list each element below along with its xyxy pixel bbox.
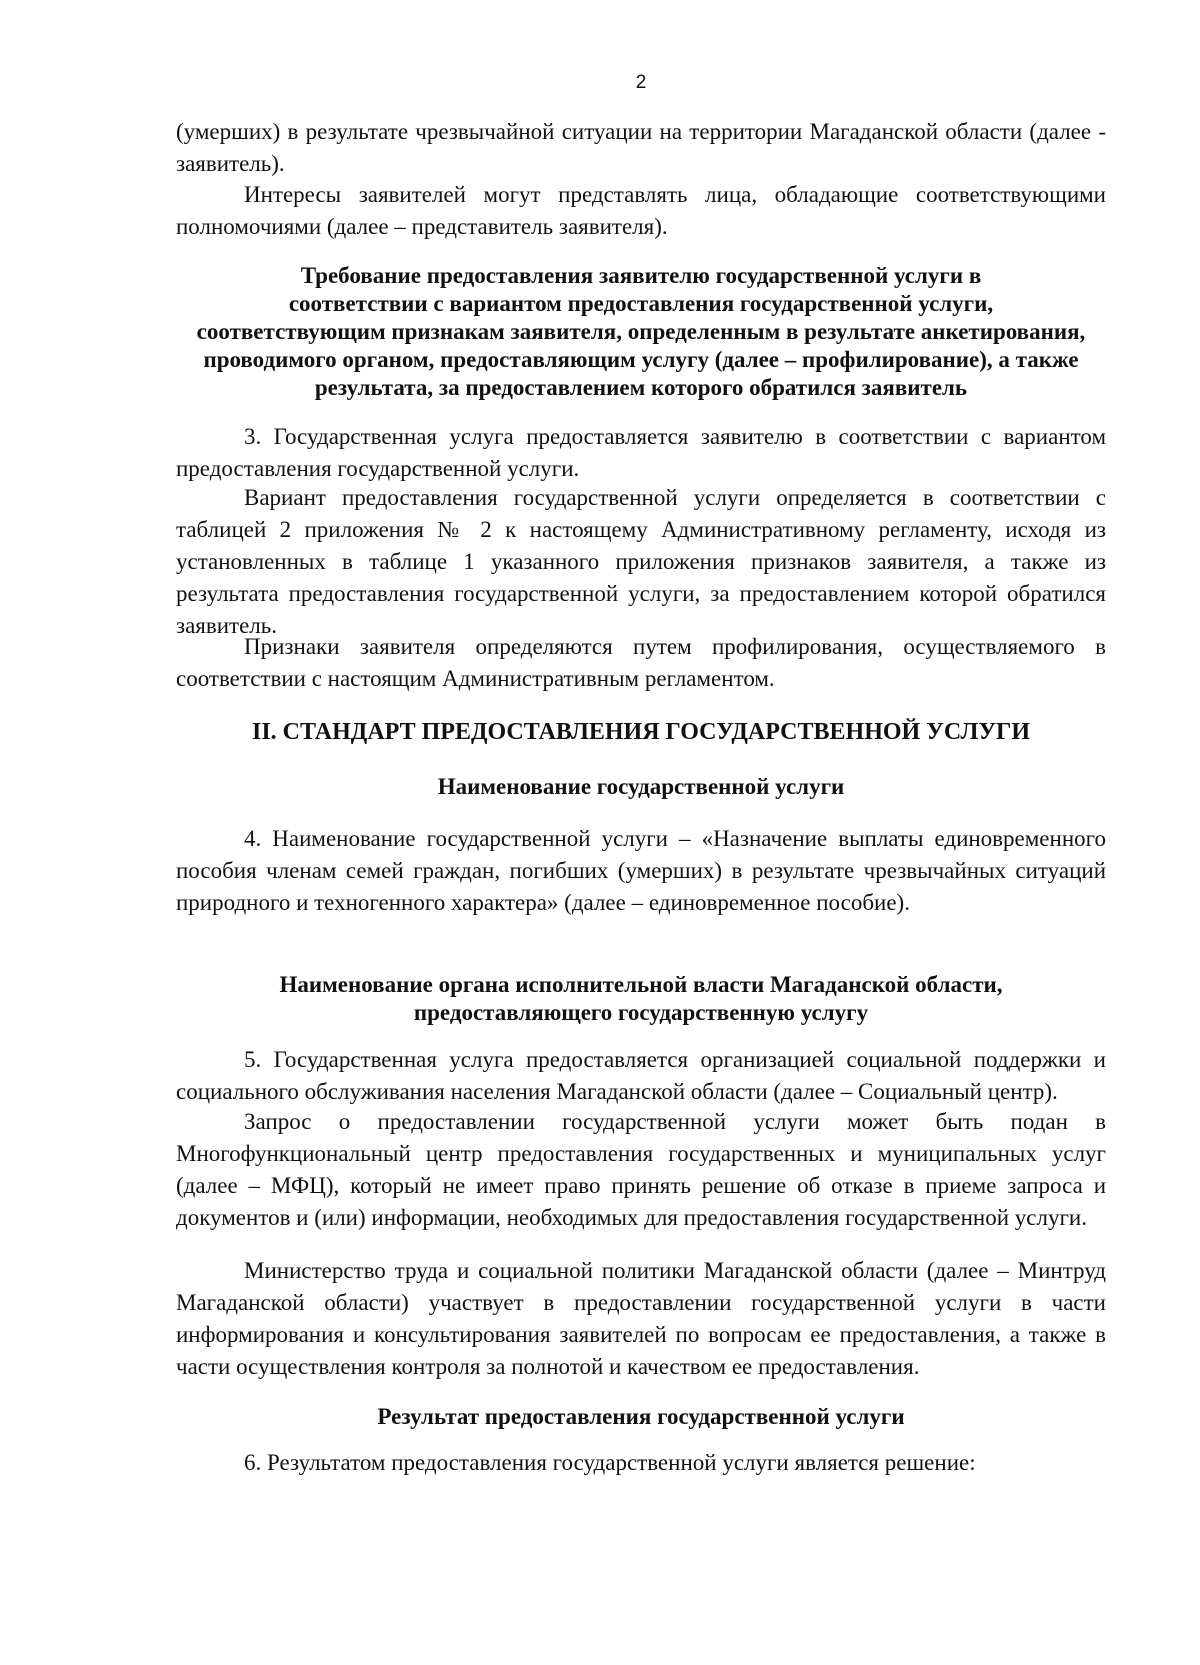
- heading-line: соответствии с вариантом предоставления государственной услуги,: [288, 291, 994, 316]
- heading-result: Результат предоставления государственной услуги: [377, 1404, 905, 1429]
- paragraph-6: 6. Результатом предоставления государственной услуги является решение:: [244, 1450, 976, 1475]
- heading-line: предоставляющего государственную услугу: [413, 1000, 869, 1025]
- heading-line: проводимого органом, предоставляющим услугу (далее – профилирование), а также: [203, 347, 1079, 372]
- heading-line: результата, за предоставлением которого обратился заявитель: [314, 375, 968, 400]
- heading-requirement: [176, 262, 1106, 402]
- paragraph-5-2: Запрос о предоставлении государственной услуги может быть подан в Многофункциональный центр предоставления государственных и муниципальных услуг (далее – МФЦ), который не имеет право принять решение об отказе в приеме запроса и документов и (или) информации, необходимых для предоставления государственной услуги.: [176, 1109, 1106, 1230]
- paragraph-5-1: 5. Государственная услуга предоставляется организацией социальной поддержки и социального обслуживания населения Магаданской области (далее – Социальный центр).: [176, 1047, 1106, 1104]
- paragraph-3-2: Вариант предоставления государственной услуги определяется в соответствии с таблицей 2 приложения № 2 к настоящему Административному регламенту, исходя из установленных в таблице 1 указанного приложения признаков заявителя, а также из результата предоставления государственной услуги, за предоставлением которой обратился заявитель.: [176, 485, 1106, 638]
- heading-service-name: Наименование государственной услуги: [437, 774, 845, 799]
- paragraph-3-3: Признаки заявителя определяются путем профилирования, осуществляемого в соответствии с настоящим Административным регламентом.: [176, 634, 1106, 691]
- heading-line: Требование предоставления заявителю государственной услуги в: [300, 263, 982, 288]
- intro-paragraph-2: Интересы заявителей могут представлять лица, обладающие соответствующими полномочиями (далее – представитель заявителя).: [176, 182, 1106, 239]
- page-number: 2: [635, 72, 647, 93]
- intro-paragraph-1: (умерших) в результате чрезвычайной ситуации на территории Магаданской области (далее - заявитель).: [176, 119, 1106, 176]
- heading-authority: [176, 971, 1106, 1027]
- paragraph-4: 4. Наименование государственной услуги – «Назначение выплаты единовременного пособия членам семей граждан, погибших (умерших) в результате чрезвычайных ситуаций природного и техногенного характера» (далее – единовременное пособие).: [176, 826, 1106, 915]
- heading-line: соответствующим признакам заявителя, определенным в результате анкетирования,: [196, 319, 1086, 344]
- section-title: II. СТАНДАРТ ПРЕДОСТАВЛЕНИЯ ГОСУДАРСТВЕННОЙ УСЛУГИ: [251, 719, 1030, 745]
- paragraph-3-1: 3. Государственная услуга предоставляется заявителю в соответствии с вариантом предоставления государственной услуги.: [176, 424, 1106, 481]
- paragraph-5-3: Министерство труда и социальной политики Магаданской области (далее – Минтруд Магаданской области) участвует в предоставлении государственной услуги в части информирования и консультирования заявителей по вопросам ее предоставления, а также в части осуществления контроля за полнотой и качеством ее предоставления.: [176, 1258, 1106, 1379]
- heading-line: Наименование органа исполнительной власти Магаданской области,: [279, 972, 1003, 997]
